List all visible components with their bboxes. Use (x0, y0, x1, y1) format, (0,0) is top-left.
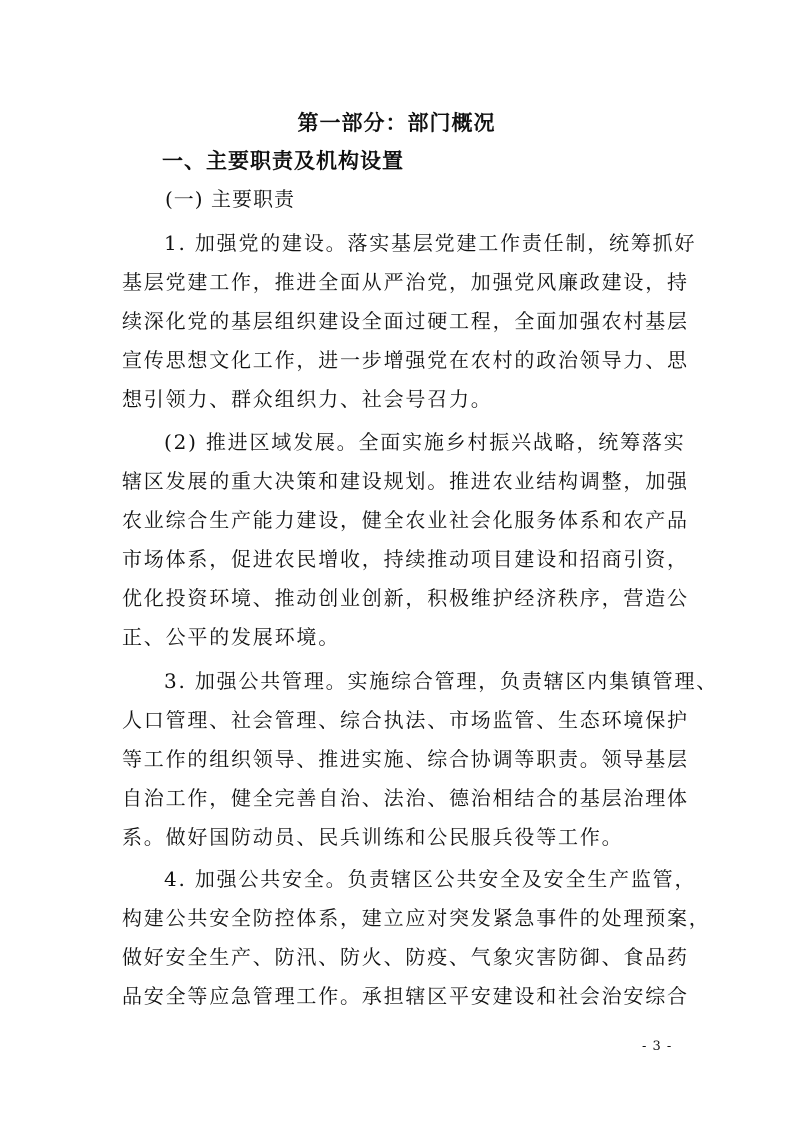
page-title: 第一部分：部门概况 (297, 111, 496, 135)
paragraph-party-building (122, 224, 697, 419)
paragraph-line: 续深化党的基层组织建设全面过硬工程，全面加强农村基层 (122, 309, 689, 333)
paragraph-line: (2) 推进区域发展。全面实施乡村振兴战略，统筹落实 (164, 430, 686, 454)
paragraph-line: 1. 加强党的建设。落实基层党建工作责任制，统筹抓好 (164, 231, 697, 255)
paragraph-line: 市场体系，促进农民增收，持续推动项目建设和招商引资， (122, 547, 689, 571)
paragraph-line: 系。做好国防动员、民兵训练和公民服兵役等工作。 (122, 825, 624, 849)
paragraph-line: 构建公共安全防控体系，建立应对突发紧急事件的处理预案， (122, 906, 711, 930)
paragraph-line: 想引领力、群众组织力、社会号召力。 (122, 387, 493, 411)
page-number: - 3 - (642, 1039, 673, 1054)
section-heading: 一、主要职责及机构设置 (162, 149, 404, 173)
paragraph-line: 4. 加强公共安全。负责辖区公共安全及安全生产监管， (164, 867, 697, 891)
paragraph-public-management (122, 662, 719, 857)
paragraph-line: 品安全等应急管理工作。承担辖区平安建设和社会治安综合 (122, 984, 689, 1008)
paragraph-line: 自治工作，健全完善自治、法治、德治相结合的基层治理体 (122, 786, 689, 810)
paragraph-line: 做好安全生产、防汛、防火、防疫、气象灾害防御、食品药 (122, 945, 689, 969)
paragraph-line: 正、公平的发展环境。 (122, 625, 340, 649)
paragraph-line: 人口管理、社会管理、综合执法、市场监管、生态环境保护 (122, 708, 689, 732)
paragraph-regional-development (122, 423, 689, 657)
paragraph-public-safety (122, 860, 711, 1016)
paragraph-line: 等工作的组织领导、推进实施、综合协调等职责。领导基层 (122, 747, 689, 771)
paragraph-line: 3. 加强公共管理。实施综合管理，负责辖区内集镇管理、 (164, 669, 719, 693)
paragraph-line: 辖区发展的重大决策和建设规划。推进农业结构调整，加强 (122, 469, 689, 493)
subsection-heading: (一) 主要职责 (165, 187, 295, 211)
paragraph-line: 基层党建工作，推进全面从严治党，加强党风廉政建设，持 (122, 270, 689, 294)
paragraph-line: 宣传思想文化工作，进一步增强党在农村的政治领导力、思 (122, 348, 689, 372)
paragraph-line: 优化投资环境、推动创业创新，积极维护经济秩序，营造公 (122, 586, 689, 610)
paragraph-line: 农业综合生产能力建设，健全农业社会化服务体系和农产品 (122, 508, 689, 532)
